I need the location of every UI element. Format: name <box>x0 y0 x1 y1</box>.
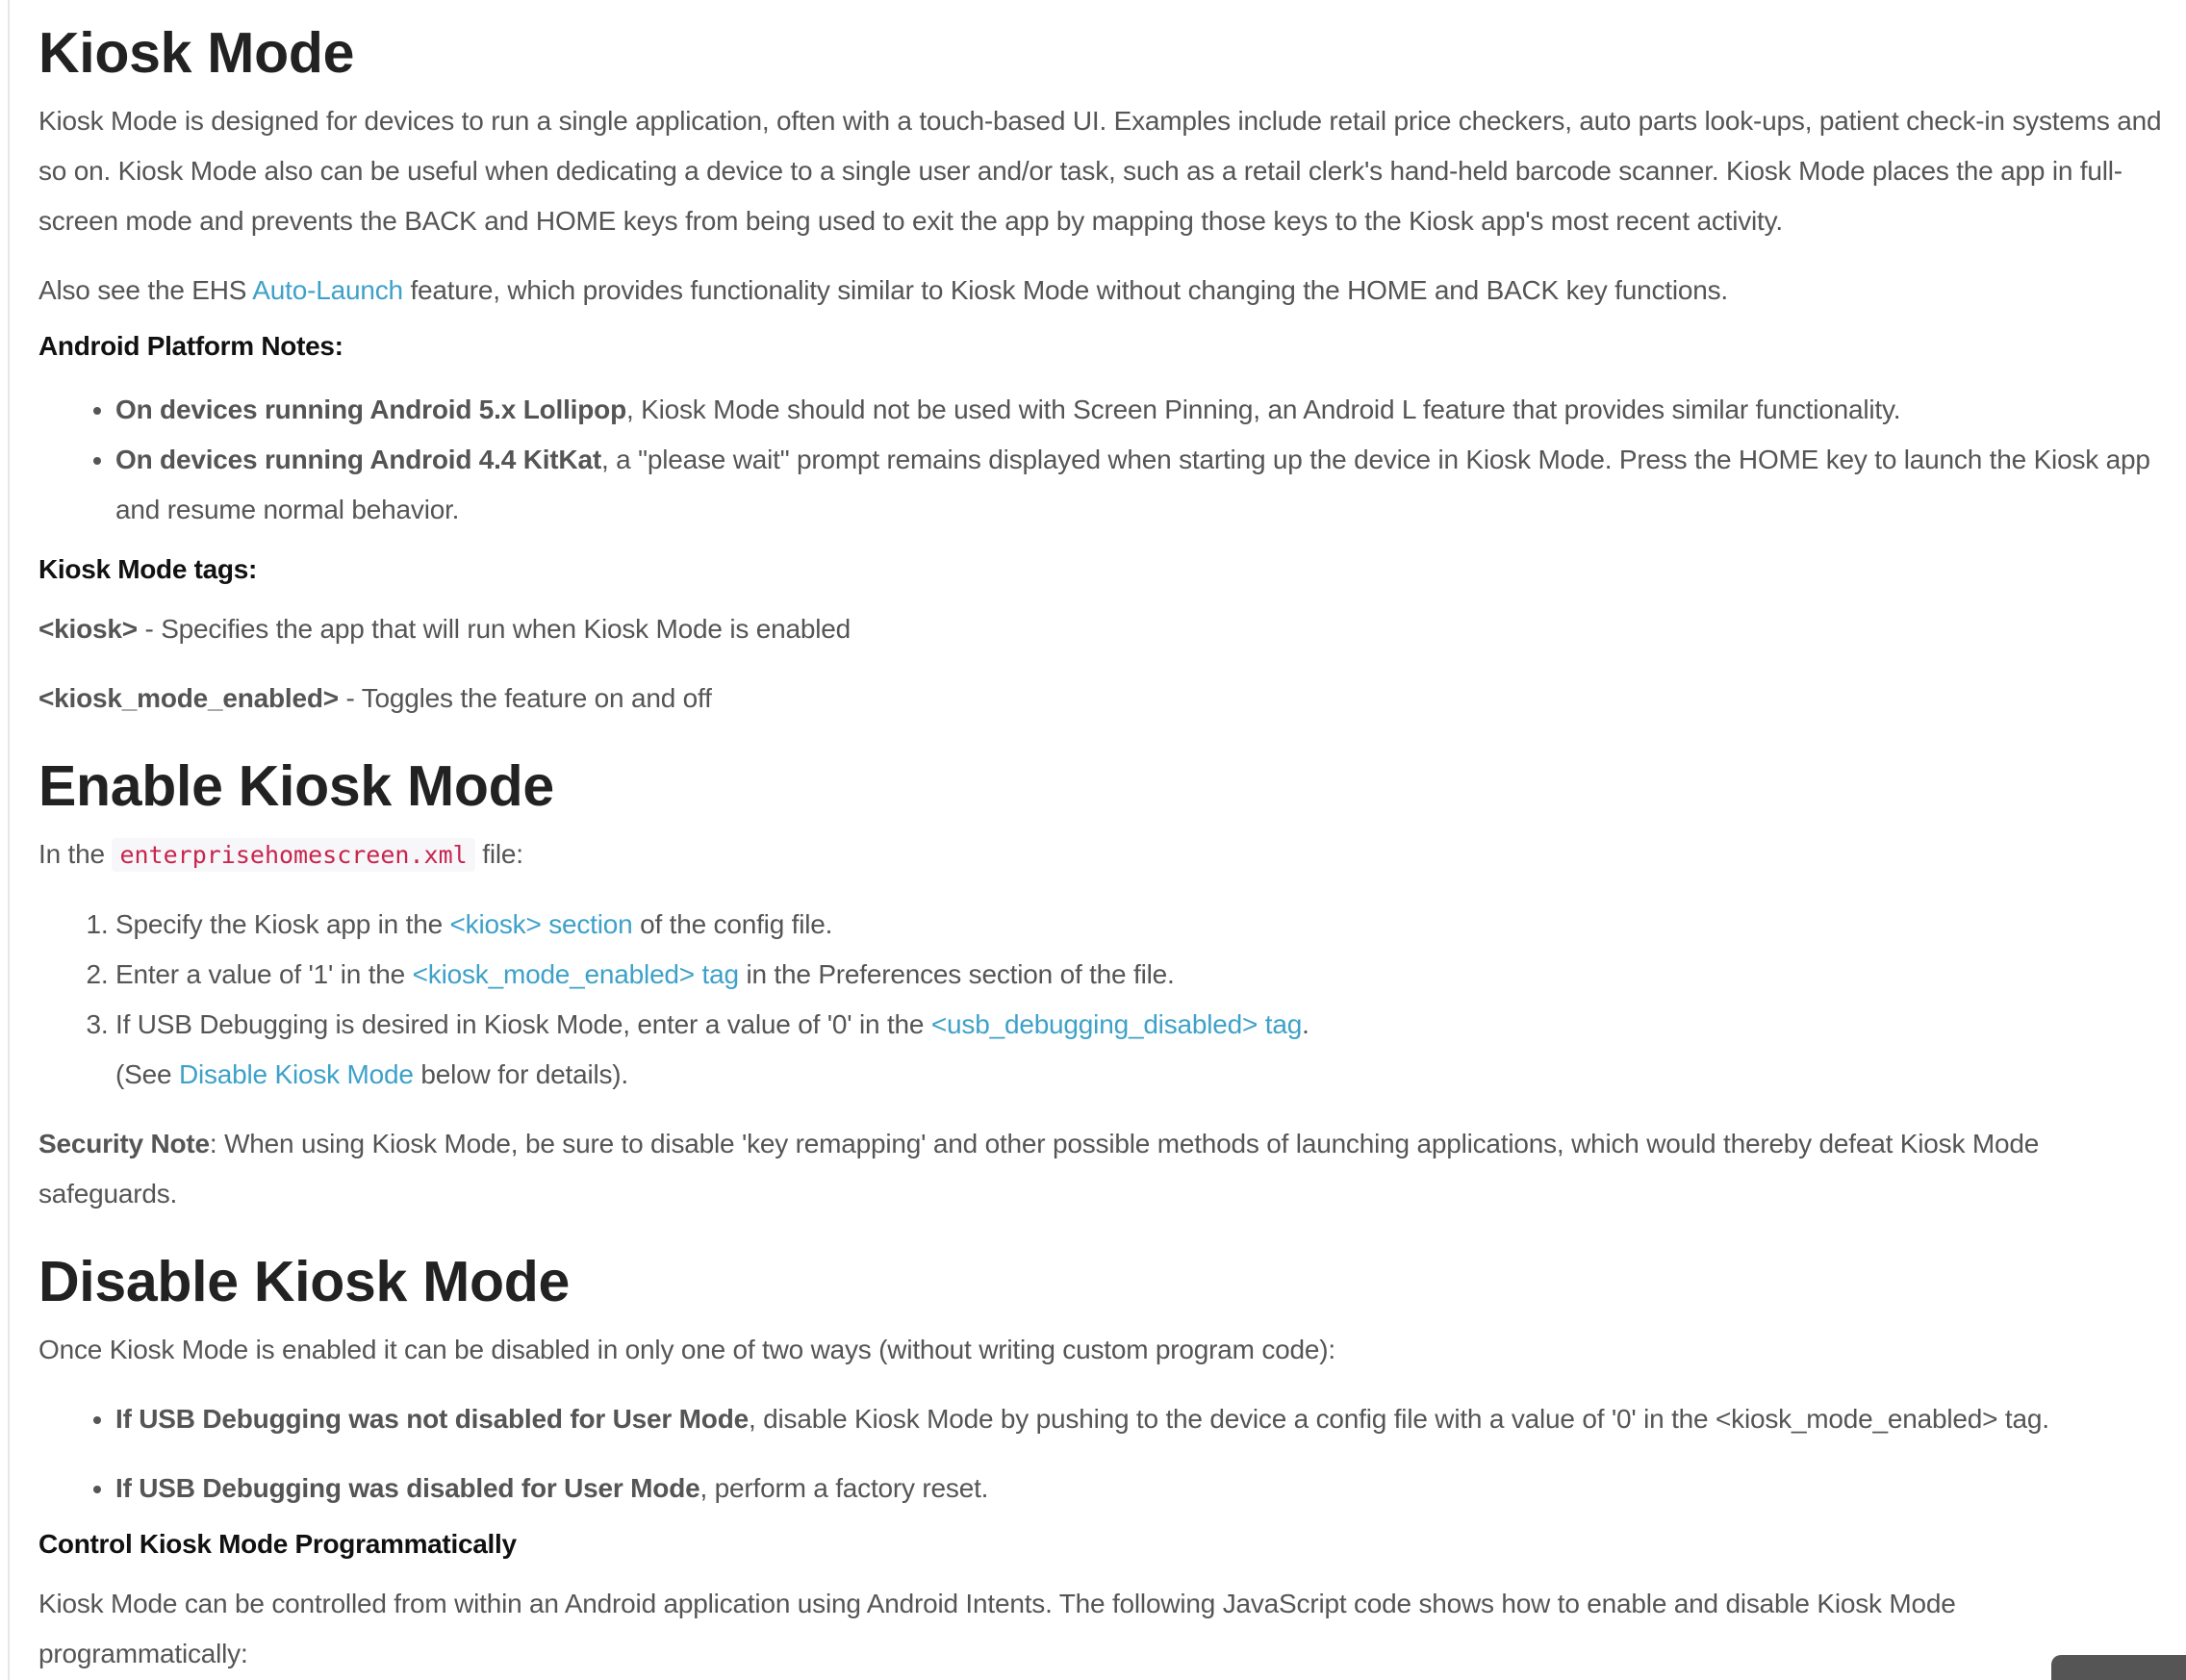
note-text: , Kiosk Mode should not be used with Screen Pinning, an Android L feature that provides similar functionality. <box>625 395 1901 424</box>
control-programmatically-text: Kiosk Mode can be controlled from within an Android application using Android Intents. The following JavaScript code shows how to enable and disable Kiosk Mode programmatically: <box>38 1589 1956 1668</box>
page-left-border <box>8 0 10 1680</box>
see-also-prefix: Also see the EHS <box>38 275 253 305</box>
security-note-label: Security Note <box>38 1129 210 1158</box>
enable-intro-suffix: file: <box>474 839 523 869</box>
tag-desc: - Specifies the app that will run when Kiosk Mode is enabled <box>137 614 852 644</box>
usb-debugging-disabled-tag-link[interactable]: <usb_debugging_disabled> tag <box>930 1009 1303 1039</box>
tag-kiosk-mode-enabled <box>38 674 2165 724</box>
security-note-text: : When using Kiosk Mode, be sure to disable 'key remapping' and other possible methods of launching applications, which would thereby defeat Kiosk Mode safeguards. <box>38 1129 2040 1209</box>
list-item <box>115 1000 2165 1100</box>
kiosk-section-link[interactable]: <kiosk> section <box>449 909 633 939</box>
enable-intro <box>38 829 2165 880</box>
tag-kiosk <box>38 604 2165 654</box>
note-bold: On devices running Android 5.x Lollipop <box>115 395 626 424</box>
see-also-paragraph <box>38 266 2165 316</box>
method-bold: If USB Debugging was disabled for User Mode <box>115 1473 700 1503</box>
kiosk-mode-heading: Kiosk Mode <box>38 21 355 85</box>
tag-name: <kiosk> <box>38 614 138 644</box>
platform-notes-heading: Android Platform Notes: <box>38 331 343 361</box>
step-text: . <box>1302 1009 1309 1039</box>
disable-intro: Once Kiosk Mode is enabled it can be disabled in only one of two ways (without writing custom program code): <box>38 1335 1335 1364</box>
article-content <box>38 10 2165 1679</box>
kiosk-mode-enabled-tag-link[interactable]: <kiosk_mode_enabled> tag <box>412 959 739 989</box>
list-item <box>115 435 2165 535</box>
auto-launch-link[interactable]: Auto-Launch <box>252 275 403 305</box>
back-to-top-button[interactable] <box>2051 1655 2186 1680</box>
method-text: , perform a factory reset. <box>699 1473 989 1503</box>
kiosk-tags-heading: Kiosk Mode tags: <box>38 554 258 584</box>
method-bold: If USB Debugging was not disabled for User Mode <box>115 1404 749 1434</box>
enable-kiosk-mode-heading: Enable Kiosk Mode <box>38 754 554 818</box>
list-item <box>115 950 2165 1000</box>
control-programmatically-heading: Control Kiosk Mode Programmatically <box>38 1529 517 1559</box>
enable-steps-list <box>38 900 2165 1100</box>
list-item <box>115 385 2165 435</box>
step-text: Specify the Kiosk app in the <box>115 909 450 939</box>
enable-intro-prefix: In the <box>38 839 113 869</box>
security-note <box>38 1119 2165 1219</box>
step-text: in the Preferences section of the file. <box>738 959 1175 989</box>
note-bold: On devices running Android 4.4 KitKat <box>115 445 601 474</box>
step-text: of the config file. <box>632 909 833 939</box>
kiosk-mode-intro: Kiosk Mode is designed for devices to run a single application, often with a touch-based UI. Examples include retail price checkers, auto parts look-ups, patient check-in systems and so on. Kiosk Mode also can be useful when dedicating a device to a single user and/or task, such as a retail clerk's hand-held barcode scanner. Kiosk Mode places the app in full-screen mode and prevents the BACK and HOME keys from being used to exit the app by mapping those keys to the Kiosk app's most recent activity. <box>38 106 2162 236</box>
see-also-suffix: feature, which provides functionality similar to Kiosk Mode without changing the HOME and BACK key functions. <box>402 275 1729 305</box>
list-item <box>115 900 2165 950</box>
tag-desc: - Toggles the feature on and off <box>338 683 712 713</box>
disable-kiosk-mode-link[interactable]: Disable Kiosk Mode <box>178 1059 414 1089</box>
platform-notes-list <box>38 385 2165 535</box>
list-item <box>115 1464 2165 1514</box>
disable-methods-list <box>38 1394 2165 1514</box>
disable-kiosk-mode-heading: Disable Kiosk Mode <box>38 1250 570 1313</box>
step-text: Enter a value of '1' in the <box>115 959 413 989</box>
tag-name: <kiosk_mode_enabled> <box>38 683 339 713</box>
method-text: , disable Kiosk Mode by pushing to the device a config file with a value of '0' in the <kiosk_mode_enabled> tag. <box>748 1404 2049 1434</box>
config-filename-code: enterprisehomescreen.xml <box>112 838 474 872</box>
list-item <box>115 1394 2165 1444</box>
step3-note-prefix: (See <box>115 1059 179 1089</box>
step-text: If USB Debugging is desired in Kiosk Mode, enter a value of '0' in the <box>115 1009 931 1039</box>
step3-note-suffix: below for details). <box>413 1059 629 1089</box>
note-text: , a "please wait" prompt remains displayed when starting up the device in Kiosk Mode. Press the HOME key to launch the Kiosk app and resume normal behavior. <box>115 445 2150 524</box>
